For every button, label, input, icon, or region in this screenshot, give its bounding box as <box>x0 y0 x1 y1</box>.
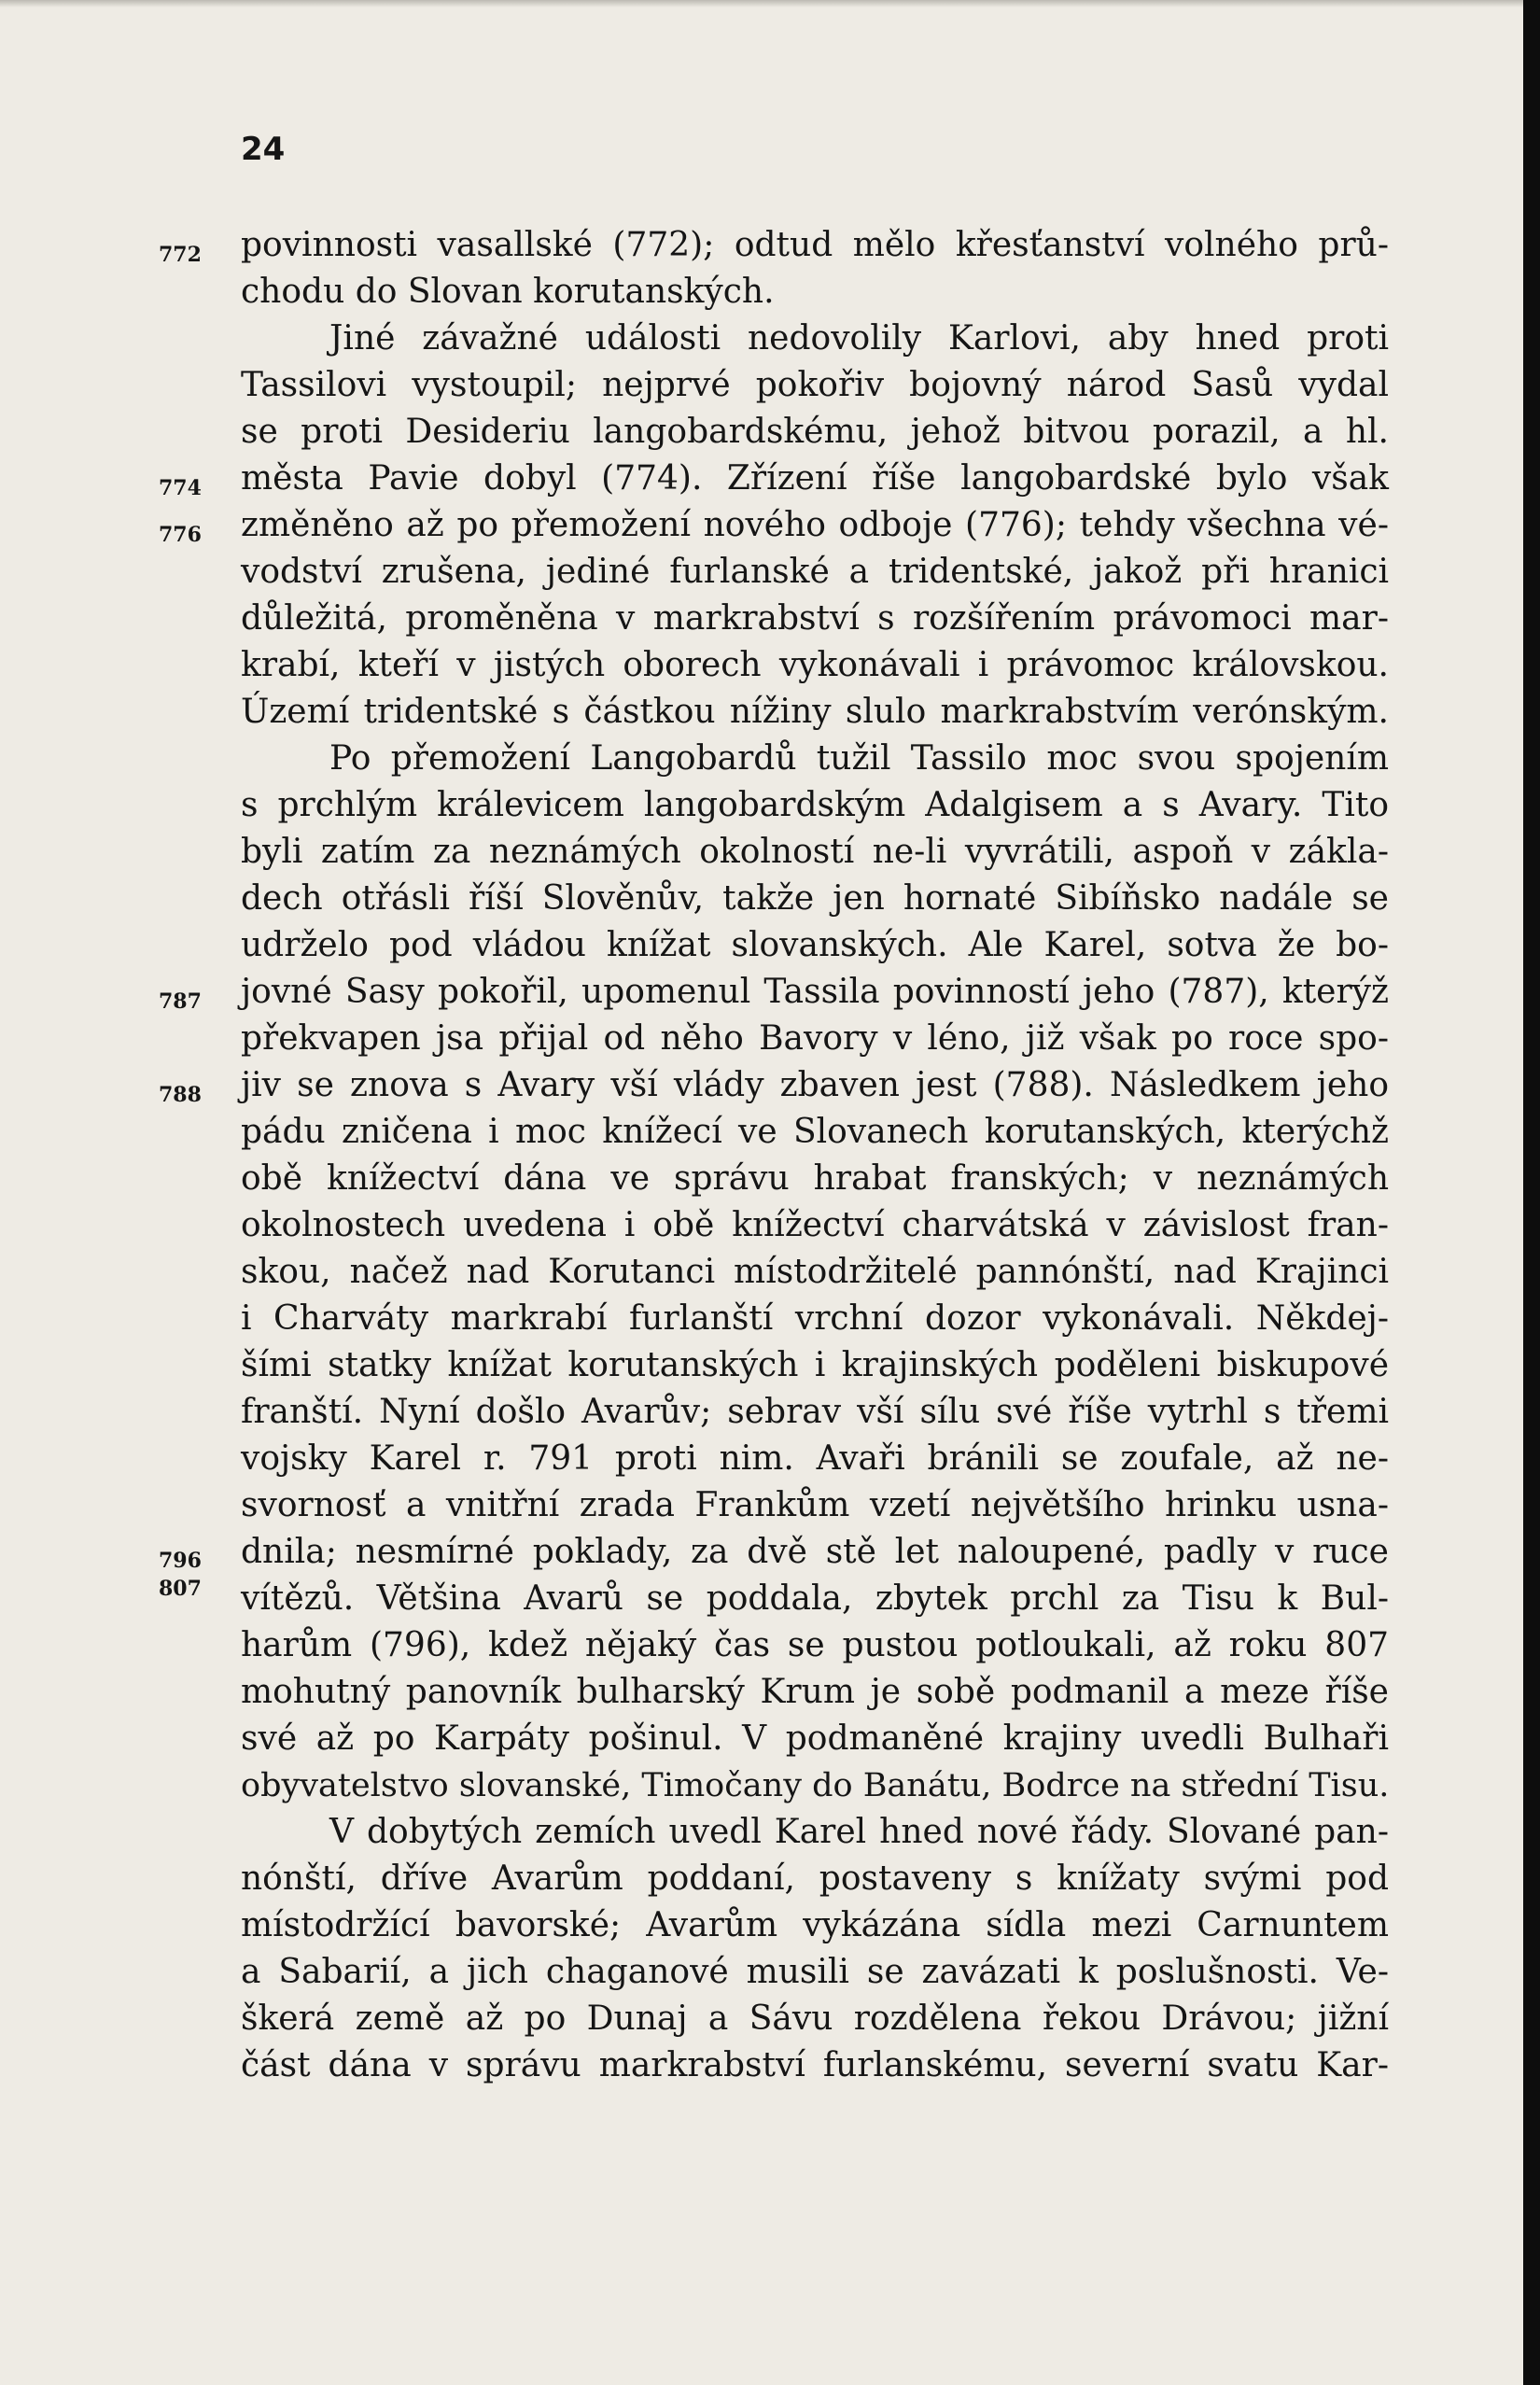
margin-year-787: 787 <box>159 989 202 1014</box>
text-line: obě knížectví dána ve správu hrabat franských; v neznámých <box>241 1159 1389 1198</box>
text-line: mohutný panovník bulharský Krum je sobě podmanil a meze říše <box>241 1673 1389 1711</box>
text-line: města Pavie dobyl (774). Zřízení říše langobardské bylo však <box>241 459 1389 498</box>
text-line: změněno až po přemožení nového odboje (776); tehdy všechna vé- <box>241 506 1389 544</box>
text-line: vítězů. Většina Avarů se poddala, zbytek prchl za Tisu k Bul- <box>241 1579 1389 1618</box>
text-line: a Sabarií, a jich chaganové musili se zavázati k poslušnosti. Ve- <box>241 1953 1389 1991</box>
margin-year-772: 772 <box>159 243 202 267</box>
text-line: nónští, dříve Avarům poddaní, postaveny s knížaty svými pod <box>241 1859 1389 1898</box>
text-line: vojsky Karel r. 791 proti nim. Avaři bránili se zoufale, až ne- <box>241 1439 1389 1478</box>
margin-year-788: 788 <box>159 1083 202 1107</box>
text-line: franští. Nyní došlo Avarův; sebrav vší sílu své říše vytrhl s třemi <box>241 1393 1389 1431</box>
text-line: okolnostech uvedena i obě knížectví charvátská v závislost fran- <box>241 1206 1389 1244</box>
text-line: Území tridentské s částkou nížiny slulo markrabstvím verónským. <box>241 693 1389 731</box>
text-line: škerá země až po Dunaj a Sávu rozdělena řekou Drávou; jižní <box>241 1999 1389 2038</box>
margin-year-807: 807 <box>159 1577 202 1601</box>
text-line: byli zatím za neznámých okolností ne-li vyvrátili, aspoň v zákla- <box>241 833 1389 871</box>
text-line: i Charváty markrabí furlanští vrchní dozor vykonávali. Někdej- <box>241 1299 1389 1338</box>
text-line: se proti Desideriu langobardskému, jehož bitvou porazil, a hl. <box>241 413 1389 451</box>
text-line: jiv se znova s Avary vší vlády zbaven jest (788). Následkem jeho <box>241 1066 1389 1104</box>
margin-year-796: 796 <box>159 1549 202 1573</box>
text-line: svornosť a vnitřní zrada Frankům vzetí největšího hrinku usna- <box>241 1486 1389 1524</box>
text-line: své až po Karpáty pošinul. V podmaněné krajiny uvedli Bulhaři <box>241 1719 1389 1758</box>
text-line: udrželo pod vládou knížat slovanských. Ale Karel, sotva že bo- <box>241 926 1389 964</box>
text-line: šími statky knížat korutanských i krajinských poděleni biskupové <box>241 1346 1389 1384</box>
text-line: dnila; nesmírné poklady, za dvě stě let naloupené, padly v ruce <box>241 1533 1389 1571</box>
text-line: chodu do Slovan korutanských. <box>241 273 775 311</box>
text-line: důležitá, proměněna v markrabství s rozšířením právomoci mar- <box>241 599 1389 638</box>
margin-year-776: 776 <box>159 523 202 547</box>
text-line: krabí, kteří v jistých oborech vykonávali i právomoc královskou. <box>241 646 1389 684</box>
text-line: Po přemožení Langobardů tužil Tassilo moc svou spojením <box>329 739 1389 778</box>
text-line: harům (796), kdež nějaký čas se pustou potloukali, až roku 807 <box>241 1626 1389 1664</box>
text-line: část dána v správu markrabství furlanskému, severní svatu Kar- <box>241 2046 1389 2084</box>
margin-year-774: 774 <box>159 476 202 500</box>
text-line: vodství zrušena, jediné furlanské a tridentské, jakož při hranici <box>241 553 1389 591</box>
text-line: skou, načež nad Korutanci místodržitelé pannónští, nad Krajinci <box>241 1253 1389 1291</box>
text-line: Tassilovi vystoupil; nejprvé pokořiv bojovný národ Sasů vydal <box>241 366 1389 404</box>
text-line: s prchlým králevicem langobardským Adalgisem a s Avary. Tito <box>241 786 1389 824</box>
text-line: překvapen jsa přijal od něho Bavory v léno, již však po roce spo- <box>241 1019 1389 1058</box>
text-line: Jiné závažné události nedovolily Karlovi, aby hned proti <box>329 319 1389 358</box>
text-line: pádu zničena i moc knížecí ve Slovanech korutanských, kterýchž <box>241 1113 1389 1151</box>
text-line: povinnosti vasallské (772); odtud mělo křesťanství volného prů- <box>241 226 1389 264</box>
page-top-edge <box>0 0 1540 7</box>
page-right-edge <box>1523 0 1540 2385</box>
text-line: dech otřásli říší Slověnův, takže jen hornaté Sibíňsko nadále se <box>241 879 1389 918</box>
text-line: V dobytých zemích uvedl Karel hned nové řády. Slované pan- <box>329 1813 1389 1851</box>
page-number: 24 <box>241 131 286 168</box>
text-line: místodržící bavorské; Avarům vykázána sídla mezi Carnuntem <box>241 1906 1389 1944</box>
text-line: jovné Sasy pokořil, upomenul Tassila povinností jeho (787), kterýž <box>241 973 1389 1011</box>
text-line: obyvatelstvo slovanské, Timočany do Banátu, Bodrce na střední Tisu. <box>241 1767 1390 1804</box>
